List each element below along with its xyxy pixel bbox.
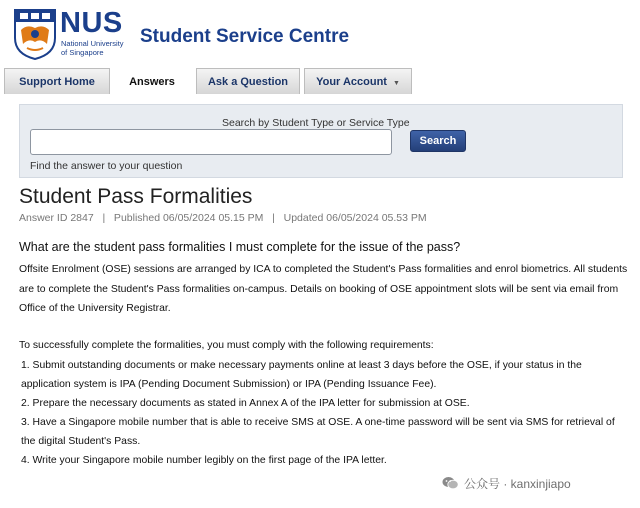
requirement-item xyxy=(21,451,621,470)
answer-meta: Answer ID 2847 | Published 06/05/2024 05.15 PM | Updated 06/05/2024 05.53 PM xyxy=(19,212,427,224)
tab-label: Your Account xyxy=(316,76,387,88)
answer-intro-paragraph xyxy=(19,260,631,319)
watermark-text: 公众号 · kanxinjiapo xyxy=(464,476,571,491)
wechat-icon xyxy=(442,476,459,490)
site-title[interactable]: Student Service Centre xyxy=(140,26,350,47)
tab-label: Answers xyxy=(129,76,175,88)
requirement-item xyxy=(21,394,621,413)
site-header xyxy=(0,0,640,66)
logo-subtitle xyxy=(61,39,124,57)
requirement-item xyxy=(21,413,621,451)
text-line: application system is IPA (Pending Document Submission) or IPA (Pending Issuance Fee). xyxy=(21,379,437,390)
tab-your-account[interactable] xyxy=(304,68,412,94)
answer-question: What are the student pass formalities I must complete for the issue of the pass? xyxy=(19,240,461,254)
logo-subtitle-line2: of Singapore xyxy=(61,48,104,57)
tab-support-home[interactable] xyxy=(4,68,110,94)
logo-wordmark[interactable]: NUS xyxy=(60,7,123,39)
search-label: Search by Student Type or Service Type xyxy=(222,117,410,129)
logo-subtitle-line1: National University xyxy=(61,39,124,48)
text-line: Office of the University Registrar. xyxy=(19,303,171,314)
search-hint: Find the answer to your question xyxy=(30,160,183,172)
search-input[interactable] xyxy=(30,129,392,155)
tab-label: Support Home xyxy=(19,76,95,88)
main-nav-tabs xyxy=(0,66,640,94)
search-panel xyxy=(19,104,623,178)
tab-ask-a-question[interactable] xyxy=(196,68,300,94)
chevron-down-icon: ▼ xyxy=(392,80,400,87)
text-line: 1. Submit outstanding documents or make necessary payments online at least 3 days before the OSE, if your status in the xyxy=(21,360,582,371)
search-button[interactable]: Search xyxy=(410,130,466,152)
text-line: are to complete the Student's Pass formalities on-campus. Details on booking of OSE appointment slots will be sent via email from xyxy=(19,283,619,295)
text-line: 4. Write your Singapore mobile number legibly on the first page of the IPA letter. xyxy=(21,455,387,466)
answer-title: Student Pass Formalities xyxy=(19,185,253,208)
text-line: Offsite Enrolment (OSE) sessions are arranged by ICA to completed the Student's Pass formalities and enrol biometrics. All students xyxy=(19,264,628,275)
text-line: 3. Have a Singapore mobile number that is able to receive SMS at OSE. A one-time password will be sent via SMS for retrieval of xyxy=(21,417,615,428)
text-line: 2. Prepare the necessary documents as stated in Annex A of the IPA letter for submission at OSE. xyxy=(21,398,470,409)
watermark xyxy=(442,474,571,492)
text-line: the digital Student's Pass. xyxy=(21,436,141,447)
tab-answers[interactable] xyxy=(112,68,192,94)
requirement-item xyxy=(21,356,621,394)
nus-crest-icon[interactable] xyxy=(13,8,57,60)
tab-label: Ask a Question xyxy=(207,76,289,88)
requirements-intro: To successfully complete the formalities, you must comply with the following requirements: xyxy=(19,340,434,351)
